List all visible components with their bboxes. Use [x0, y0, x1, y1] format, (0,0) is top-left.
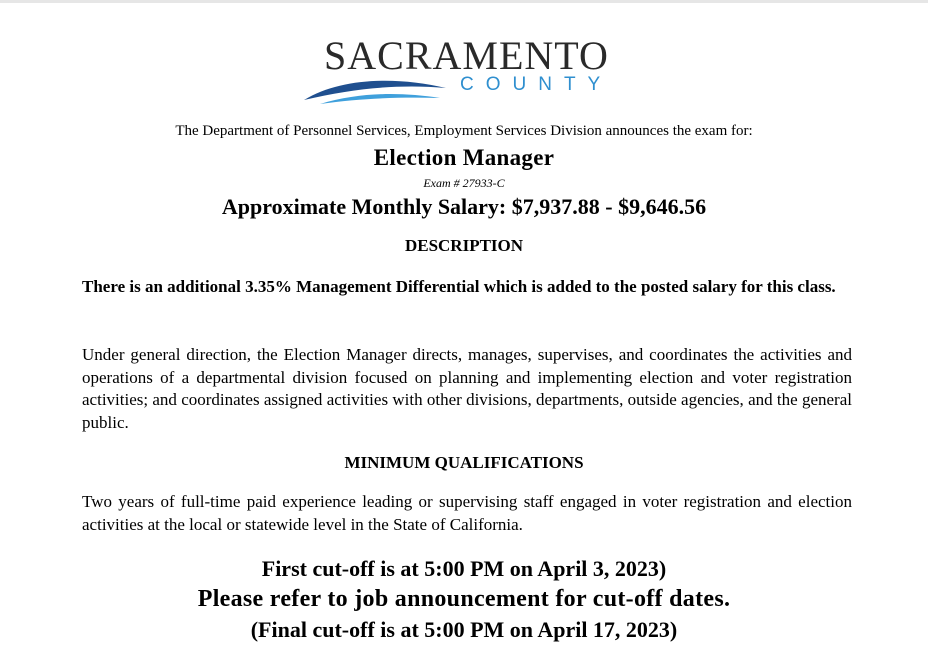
job-title: Election Manager	[373, 145, 555, 170]
description-heading: DESCRIPTION	[404, 236, 524, 255]
top-divider	[0, 0, 928, 3]
first-cutoff-text: First cut-off is at 5:00 PM on April 3, 2023)	[261, 556, 667, 581]
exam-number: Exam # 27933-C	[423, 176, 505, 190]
final-cutoff-text: (Final cut-off is at 5:00 PM on April 17, 2023)	[250, 617, 678, 642]
announcement-text: The Department of Personnel Services, Employment Services Division announces the exam for:	[175, 123, 753, 139]
logo-county-text: COUNTY	[460, 74, 613, 95]
sacramento-county-logo	[300, 30, 640, 105]
management-differential-note: There is an additional 3.35% Management Differential which is added to the posted salary for this class.	[82, 277, 836, 296]
minimum-qualifications-heading: MINIMUM QUALIFICATIONS	[344, 453, 584, 472]
description-body: Under general direction, the Election Manager directs, manages, supervises, and coordinates the activities and operations of a departmental division focused on planning and implementing election and voter registration activities; and coordinates assigned activities with other divisions, departments, outside agencies, and the general public.	[82, 345, 852, 432]
cutoff-refer-text: Please refer to job announcement for cut-off dates.	[197, 586, 731, 612]
logo-wordmark: SACRAMENTO	[324, 33, 609, 78]
minimum-qualifications-body: Two years of full-time paid experience leading or supervising staff engaged in voter registration and election activities at the local or statewide level in the State of California.	[82, 492, 852, 534]
salary-range: Approximate Monthly Salary: $7,937.88 - $9,646.56	[221, 194, 707, 219]
